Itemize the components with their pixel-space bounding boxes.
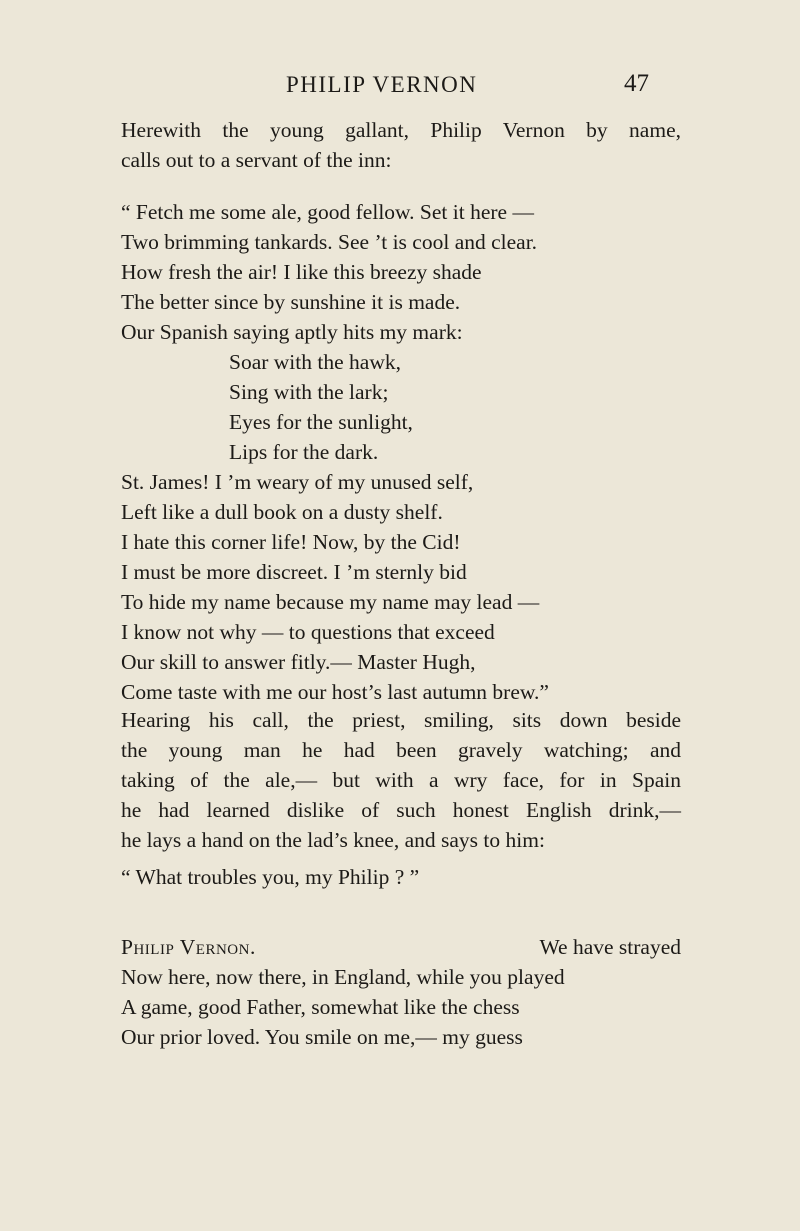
verse-line: Left like a dull book on a dusty shelf. — [121, 500, 443, 524]
speech-first-line — [121, 932, 681, 962]
narration-line: Hearing his call, the priest, smiling, sits down beside — [121, 708, 681, 732]
running-title: PHILIP VERNON — [286, 72, 478, 97]
page-number: 47 — [624, 70, 649, 97]
narration-line: he lays a hand on the lad’s knee, and says to him: — [121, 828, 545, 852]
narration-line: taking of the ale,— but with a wry face, for in Spain — [121, 768, 681, 792]
verse-line: To hide my name because my name may lead — — [121, 590, 540, 614]
narration-paragraph — [121, 705, 681, 855]
verse-block — [121, 197, 549, 707]
verse-line: Come taste with me our host’s last autumn brew.” — [121, 680, 549, 704]
verse-line: I must be more discreet. I ’m sternly bid — [121, 560, 467, 584]
verse-line-indented: Sing with the lark; — [229, 380, 389, 404]
verse-line-indented: Soar with the hawk, — [229, 350, 401, 374]
verse-line: “ Fetch me some ale, good fellow. Set it here — — [121, 200, 534, 224]
verse-line-indented: Lips for the dark. — [229, 440, 379, 464]
question-line: “ What troubles you, my Philip ? ” — [121, 865, 420, 889]
narration-line: he had learned dislike of such honest English drink,— — [121, 798, 681, 822]
verse-line: I know not why — to questions that exceed — [121, 620, 495, 644]
verse-line: St. James! I ’m weary of my unused self, — [121, 470, 474, 494]
speech-block — [121, 932, 681, 1052]
verse-line-indented: Eyes for the sunlight, — [229, 410, 413, 434]
speech-line: A game, good Father, somewhat like the chess — [121, 995, 520, 1019]
speech-line: We have strayed — [539, 935, 681, 959]
verse-line: Our skill to answer fitly.— Master Hugh, — [121, 650, 476, 674]
verse-line: I hate this corner life! Now, by the Cid! — [121, 530, 461, 554]
speech-line: Our prior loved. You smile on me,— my guess — [121, 1025, 523, 1049]
speech-line: Now here, now there, in England, while you played — [121, 965, 565, 989]
intro-line: calls out to a servant of the inn: — [121, 148, 392, 172]
verse-line: Our Spanish saying aptly hits my mark: — [121, 320, 463, 344]
intro-line: Herewith the young gallant, Philip Vernon by name, — [121, 118, 681, 142]
intro-paragraph — [121, 115, 681, 175]
verse-line: The better since by sunshine it is made. — [121, 290, 461, 314]
speaker-name: Philip Vernon. — [121, 935, 256, 959]
verse-line: Two brimming tankards. See ’t is cool and clear. — [121, 230, 538, 254]
verse-line: How fresh the air! I like this breezy shade — [121, 260, 482, 284]
narration-line: the young man he had been gravely watching; and — [121, 738, 681, 762]
